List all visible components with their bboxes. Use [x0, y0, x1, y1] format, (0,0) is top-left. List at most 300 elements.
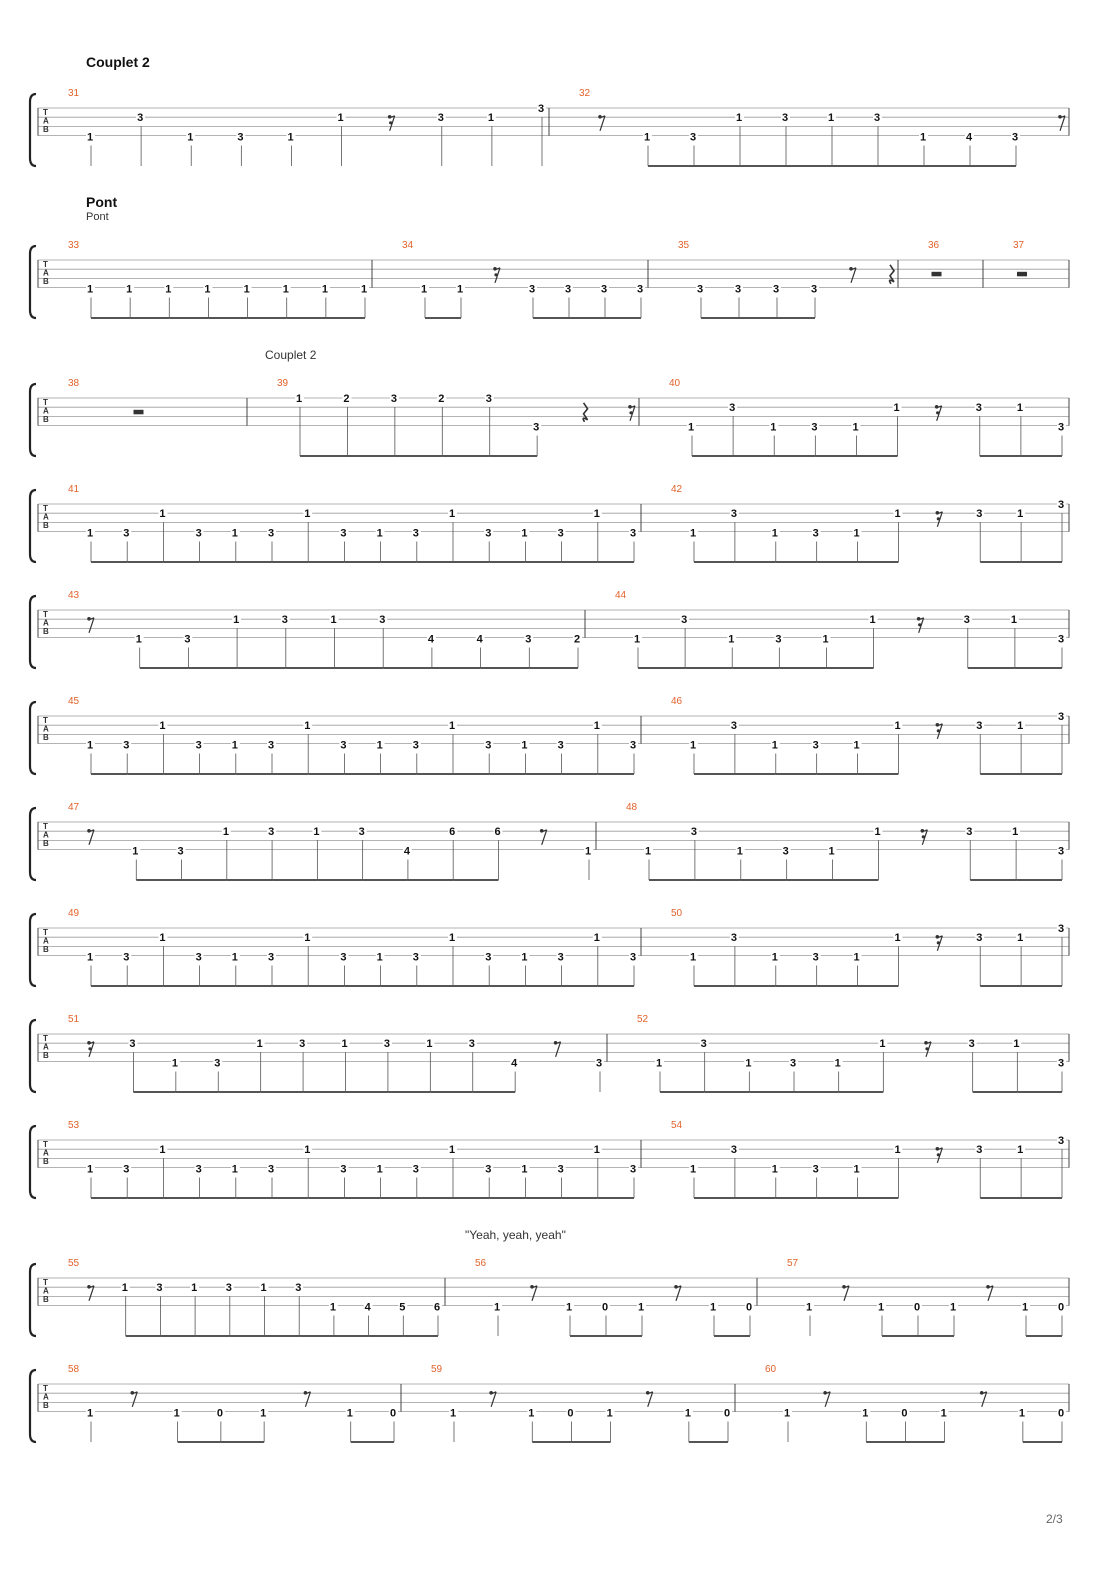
fret-number: 1	[585, 845, 592, 858]
page-number: 2/3	[1046, 1512, 1063, 1526]
fret-number: 4	[966, 131, 973, 144]
fret-number: 4	[476, 633, 483, 646]
fret-number: 3	[596, 1057, 603, 1070]
fret-number: 3	[811, 421, 818, 434]
fret-number: 1	[710, 1301, 717, 1314]
fret-number: 3	[1058, 421, 1065, 434]
fret-number: 1	[243, 283, 250, 296]
measure	[671, 696, 1066, 774]
measure	[68, 590, 582, 668]
rest-dot	[925, 1047, 928, 1050]
fret-number: 1	[426, 1038, 433, 1051]
rest-dot	[937, 517, 940, 520]
tab-clef-letter: B	[43, 1401, 49, 1411]
measure-number: 57	[787, 1258, 799, 1269]
measure-number: 51	[68, 1014, 80, 1025]
section-heading-couplet-2: Couplet 2	[86, 54, 150, 70]
measure	[68, 1258, 442, 1336]
fret-number: 1	[171, 1057, 178, 1070]
rest-dot	[88, 1047, 91, 1050]
fret-number: 2	[574, 633, 581, 646]
fret-number: 3	[976, 1144, 983, 1157]
fret-number: 1	[566, 1301, 573, 1314]
fret-number: 1	[771, 739, 778, 752]
fret-number: 1	[165, 283, 172, 296]
measure	[68, 240, 369, 318]
fret-number: 3	[538, 103, 545, 115]
fret-number: 3	[390, 393, 397, 405]
fret-number: 1	[204, 283, 211, 296]
tab-clef-letter: T	[43, 504, 48, 513]
fret-number: 3	[1058, 1135, 1065, 1147]
annotation-lyrics: "Yeah, yeah, yeah"	[465, 1228, 566, 1242]
fret-number: 1	[690, 1163, 697, 1176]
fret-number: 1	[304, 932, 311, 945]
fret-number: 6	[449, 826, 456, 839]
fret-number: 1	[341, 1038, 348, 1051]
fret-number: 1	[87, 1163, 94, 1176]
measure-number: 43	[68, 590, 80, 601]
tab-clef-letter: T	[43, 928, 48, 937]
measure	[787, 1258, 1066, 1336]
fret-number: 3	[775, 633, 782, 646]
fret-number: 3	[123, 739, 130, 752]
fret-number: 1	[1017, 932, 1024, 945]
fret-number: 1	[656, 1057, 663, 1070]
tab-clef-letter: B	[43, 277, 49, 287]
fret-number: 3	[1058, 845, 1065, 858]
fret-number: 3	[735, 283, 742, 296]
tab-system	[30, 590, 1069, 668]
fret-number: 3	[340, 739, 347, 752]
fret-number: 1	[487, 112, 495, 125]
tab-system	[30, 802, 1069, 880]
fret-number: 3	[812, 527, 819, 540]
fret-number: 1	[771, 951, 778, 964]
fret-number: 3	[812, 951, 819, 964]
tab-clef-letter: B	[43, 1295, 49, 1305]
system-bracket	[30, 246, 36, 318]
fret-number: 1	[296, 393, 303, 405]
fret-number: 1	[231, 1163, 238, 1176]
fret-number: 1	[1018, 1407, 1025, 1420]
fret-number: 1	[593, 1144, 600, 1157]
fret-number: 3	[533, 421, 540, 434]
measure-number: 33	[68, 240, 80, 251]
fret-number: 1	[256, 1038, 263, 1051]
fret-number: 1	[853, 951, 860, 964]
fret-number: 6	[434, 1301, 441, 1314]
fret-number: 1	[745, 1057, 752, 1070]
fret-number: 1	[330, 614, 337, 627]
rest-dot	[494, 273, 497, 276]
fret-number: 3	[268, 951, 275, 964]
half-rest	[1017, 272, 1027, 277]
measure-number: 47	[68, 802, 80, 813]
fret-number: 1	[894, 720, 901, 733]
fret-number: 3	[874, 112, 881, 125]
fret-number: 4	[427, 633, 435, 646]
fret-number: 1	[784, 1407, 791, 1420]
tab-system	[30, 696, 1069, 774]
fret-number: 1	[853, 527, 860, 540]
fret-number: 1	[87, 283, 94, 296]
fret-number: 3	[812, 1163, 819, 1176]
tab-system	[30, 1014, 1069, 1092]
measure-number: 38	[68, 378, 80, 389]
measure-number: 56	[475, 1258, 487, 1269]
fret-number: 3	[557, 1163, 564, 1176]
fret-number: 3	[968, 1038, 975, 1051]
fret-number: 3	[195, 739, 202, 752]
fret-number: 0	[724, 1407, 731, 1420]
tab-clef-letter: B	[43, 521, 49, 531]
fret-number: 1	[449, 720, 456, 733]
fret-number: 1	[1016, 402, 1024, 415]
measure	[579, 88, 1065, 166]
measure	[928, 240, 942, 276]
fret-number: 3	[700, 1038, 707, 1051]
fret-number: 1	[521, 1163, 528, 1176]
measure	[68, 378, 144, 414]
fret-number: 1	[1013, 1038, 1020, 1051]
tab-clef-letter: T	[43, 260, 48, 269]
fret-number: 1	[132, 845, 139, 858]
fret-number: 3	[557, 951, 564, 964]
fret-number: 3	[412, 951, 419, 964]
fret-number: 1	[121, 1282, 128, 1295]
fret-number: 1	[260, 1282, 267, 1295]
tab-system	[30, 1258, 1069, 1336]
rest-dot	[922, 835, 925, 838]
fret-number: 3	[601, 283, 608, 296]
measure-number: 41	[68, 484, 80, 495]
fret-number: 3	[565, 283, 572, 296]
system-bracket	[30, 94, 36, 166]
fret-number: 1	[1022, 1301, 1029, 1314]
fret-number: 3	[630, 951, 637, 964]
tab-clef-letter: B	[43, 839, 49, 849]
fret-number: 3	[976, 932, 983, 945]
fret-number: 1	[894, 508, 901, 521]
fret-number: 1	[593, 508, 600, 521]
tab-system	[30, 1120, 1069, 1198]
fret-number: 1	[260, 1407, 267, 1420]
measure	[68, 88, 546, 166]
fret-number: 1	[688, 421, 695, 434]
fret-number: 3	[340, 951, 347, 964]
fret-number: 0	[746, 1301, 753, 1314]
fret-number: 1	[878, 1301, 885, 1314]
fret-number: 3	[340, 1163, 347, 1176]
measure-number: 34	[402, 240, 414, 251]
measure	[671, 1120, 1066, 1198]
measure	[671, 908, 1066, 986]
fret-number: 3	[730, 1144, 738, 1157]
fret-number: 3	[468, 1038, 475, 1051]
fret-number: 0	[1058, 1301, 1065, 1314]
fret-number: 3	[773, 283, 780, 296]
fret-number: 1	[806, 1301, 813, 1314]
tab-clef-letter: A	[43, 618, 49, 628]
fret-number: 1	[645, 845, 652, 858]
fret-number: 1	[862, 1407, 869, 1420]
fret-number: 1	[828, 112, 835, 125]
fret-number: 3	[729, 402, 736, 415]
tab-clef-letter: T	[43, 398, 48, 407]
measure-number: 40	[669, 378, 681, 389]
measure-number: 44	[615, 590, 627, 601]
system-bracket	[30, 1126, 36, 1198]
tab-system	[30, 378, 1069, 456]
fret-number: 1	[304, 1144, 311, 1157]
fret-number: 1	[894, 1144, 901, 1157]
fret-number: 4	[364, 1301, 371, 1314]
tab-clef-letter: B	[43, 733, 49, 743]
fret-number: 1	[135, 633, 142, 646]
measure-number: 58	[68, 1364, 80, 1375]
measure	[671, 484, 1066, 562]
tab-clef-letter: B	[43, 627, 49, 637]
fret-number: 3	[1058, 499, 1065, 511]
fret-number: 3	[1058, 1057, 1065, 1070]
fret-number: 1	[1010, 614, 1018, 627]
measure-number: 48	[626, 802, 638, 813]
fret-number: 3	[281, 614, 288, 627]
system-bracket	[30, 490, 36, 562]
tab-clef-letter: B	[43, 1157, 49, 1167]
fret-number: 1	[634, 633, 641, 646]
measure-number: 60	[765, 1364, 777, 1375]
fret-number: 1	[690, 739, 697, 752]
rest-dot	[936, 411, 939, 414]
fret-number: 3	[697, 283, 704, 296]
fret-number: 0	[216, 1407, 223, 1420]
fret-number: 1	[191, 1282, 198, 1295]
measure	[678, 240, 894, 318]
tab-clef-letter: T	[43, 108, 48, 117]
tab-clef-letter: A	[43, 406, 49, 416]
fret-number: 1	[684, 1407, 691, 1420]
fret-number: 3	[412, 527, 419, 540]
half-rest	[932, 272, 942, 277]
fret-number: 3	[485, 527, 492, 540]
fret-number: 1	[690, 527, 697, 540]
measure-number: 35	[678, 240, 690, 251]
measure	[615, 590, 1066, 668]
annotation-couplet-2: Couplet 2	[265, 348, 317, 362]
tab-clef-letter: A	[43, 1392, 49, 1402]
fret-number: 1	[321, 283, 328, 296]
fret-number: 3	[681, 614, 688, 627]
tab-clef-letter: T	[43, 1140, 48, 1149]
fret-number: 3	[268, 826, 275, 839]
fret-number: 1	[690, 951, 697, 964]
fret-number: 3	[129, 1038, 136, 1051]
fret-number: 1	[87, 951, 94, 964]
measure	[68, 1014, 604, 1092]
fret-number: 3	[730, 720, 738, 733]
measure	[626, 802, 1066, 880]
fret-number: 1	[834, 1057, 841, 1070]
system-bracket	[30, 384, 36, 456]
fret-number: 1	[822, 633, 829, 646]
tab-clef-letter: A	[43, 936, 49, 946]
fret-number: 3	[358, 826, 365, 839]
measure-number: 31	[68, 88, 80, 99]
fret-number: 3	[976, 508, 983, 521]
fret-number: 3	[437, 112, 444, 125]
fret-number: 1	[173, 1407, 180, 1420]
measure-number: 39	[277, 378, 289, 389]
tab-clef-letter: A	[43, 1286, 49, 1296]
fret-number: 3	[485, 1163, 492, 1176]
fret-number: 1	[728, 633, 735, 646]
rest-dot	[937, 1153, 940, 1156]
measure	[1013, 240, 1027, 276]
fret-number: 1	[304, 720, 311, 733]
fret-number: 3	[976, 720, 983, 733]
measure-number: 54	[671, 1120, 683, 1131]
fret-number: 3	[379, 614, 386, 627]
fret-number: 1	[593, 720, 600, 733]
fret-number: 3	[690, 826, 698, 839]
rest-dot	[918, 623, 921, 626]
tab-clef-letter: B	[43, 415, 49, 425]
fret-number: 6	[494, 826, 501, 839]
fret-number: 1	[771, 527, 778, 540]
measure	[68, 1364, 398, 1442]
fret-number: 3	[966, 826, 973, 839]
fret-number: 1	[528, 1407, 535, 1420]
fret-number: 3	[485, 951, 492, 964]
fret-number: 3	[177, 845, 184, 858]
fret-number: 3	[811, 283, 818, 296]
fret-number: 3	[237, 131, 244, 144]
fret-number: 3	[184, 633, 191, 646]
rest-dot	[629, 411, 632, 414]
fret-number: 3	[557, 527, 564, 540]
fret-number: 1	[828, 845, 835, 858]
measure-number: 42	[671, 484, 683, 495]
fret-number: 3	[485, 739, 492, 752]
fret-number: 1	[950, 1301, 957, 1314]
fret-number: 1	[457, 283, 464, 296]
fret-number: 3	[790, 1057, 797, 1070]
fret-number: 1	[521, 739, 528, 752]
fret-number: 1	[869, 614, 876, 627]
fret-number: 1	[233, 614, 240, 627]
fret-number: 0	[914, 1301, 921, 1314]
fret-number: 1	[376, 739, 383, 752]
fret-number: 1	[593, 932, 600, 945]
fret-number: 1	[187, 131, 194, 144]
fret-number: 1	[287, 131, 294, 144]
fret-number: 1	[449, 932, 456, 945]
fret-number: 3	[975, 402, 982, 415]
fret-number: 1	[770, 421, 777, 434]
fret-number: 0	[390, 1407, 397, 1420]
fret-number: 1	[920, 131, 927, 144]
fret-number: 3	[1012, 131, 1019, 144]
fret-number: 1	[159, 720, 166, 733]
measure-number: 55	[68, 1258, 80, 1269]
system-bracket	[30, 596, 36, 668]
fret-number: 1	[231, 527, 238, 540]
fret-number: 1	[771, 1163, 778, 1176]
tab-clef-letter: A	[43, 724, 49, 734]
measure-number: 50	[671, 908, 683, 919]
tab-clef-letter: A	[43, 268, 49, 278]
fret-number: 1	[329, 1301, 337, 1314]
fret-number: 3	[123, 527, 130, 540]
fret-number: 4	[511, 1057, 518, 1070]
fret-number: 3	[963, 614, 970, 627]
fret-number: 1	[159, 508, 166, 521]
fret-number: 1	[1017, 1144, 1024, 1157]
fret-number: 0	[567, 1407, 574, 1420]
measure	[277, 378, 635, 456]
tab-system	[30, 240, 1069, 318]
section-subheading-pont: Pont	[86, 211, 109, 223]
half-rest	[134, 410, 144, 415]
tab-clef-letter: A	[43, 1148, 49, 1158]
fret-number: 3	[730, 508, 738, 521]
fret-number: 1	[87, 1407, 94, 1420]
tab-clef-letter: A	[43, 830, 49, 840]
fret-number: 3	[268, 739, 275, 752]
fret-number: 1	[521, 527, 528, 540]
measure	[68, 484, 638, 562]
fret-number: 1	[1017, 720, 1024, 733]
fret-number: 3	[630, 527, 637, 540]
measure	[68, 802, 593, 880]
fret-number: 0	[901, 1407, 908, 1420]
measure	[637, 1014, 1066, 1092]
system-bracket	[30, 808, 36, 880]
system-bracket	[30, 914, 36, 986]
measure-number: 52	[637, 1014, 649, 1025]
fret-number: 1	[853, 739, 860, 752]
fret-number: 3	[812, 739, 819, 752]
fret-number: 1	[376, 527, 383, 540]
measure	[402, 240, 645, 318]
fret-number: 3	[1058, 923, 1065, 935]
tab-clef-letter: B	[43, 945, 49, 955]
tab-clef-letter: T	[43, 1278, 48, 1287]
rest-dot	[937, 941, 940, 944]
fret-number: 1	[494, 1301, 501, 1314]
measure-number: 45	[68, 696, 80, 707]
tab-clef-letter: A	[43, 512, 49, 522]
fret-number: 1	[126, 283, 133, 296]
system-bracket	[30, 1370, 36, 1442]
fret-number: 3	[630, 1163, 637, 1176]
tab-system	[30, 484, 1069, 562]
fret-number: 3	[525, 633, 532, 646]
tab-clef-letter: T	[43, 610, 48, 619]
fret-number: 3	[730, 932, 738, 945]
fret-number: 1	[879, 1038, 886, 1051]
fret-number: 3	[630, 739, 637, 752]
system-bracket	[30, 1264, 36, 1336]
fret-number: 1	[638, 1301, 645, 1314]
fret-number: 3	[137, 112, 144, 125]
measure	[475, 1258, 754, 1336]
fret-number: 3	[123, 951, 130, 964]
rest-dot	[389, 121, 392, 124]
fret-number: 1	[376, 951, 383, 964]
